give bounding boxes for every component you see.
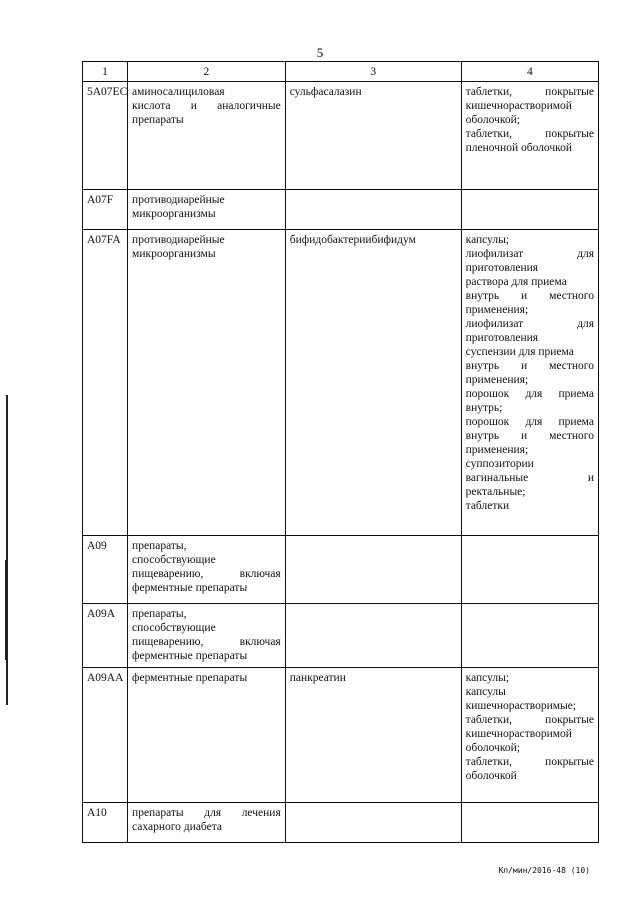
group-name-line: препараты, <box>132 608 187 620</box>
group-name-line: препараты <box>132 114 184 126</box>
dosage-form-line: применения; <box>465 444 529 456</box>
drug-name-cell <box>285 190 461 230</box>
group-name-line: способствующие <box>132 622 216 634</box>
dosage-form-line: вагинальные и <box>465 472 594 484</box>
drug-name-cell: сульфасалазин <box>285 82 461 190</box>
dosage-form-line: капсулы; <box>465 672 510 684</box>
dosage-form-line: применения; <box>465 374 529 386</box>
atc-code-cell: A09AA <box>83 668 128 803</box>
dosage-form-line: внутрь и местного <box>465 290 594 302</box>
dosage-form-line: лиофилизат для <box>465 248 594 260</box>
atc-code-cell: A07F <box>83 190 128 230</box>
table-row <box>83 803 599 843</box>
dosage-form-cell <box>461 82 598 190</box>
dosage-form-line: пленочной оболочкой <box>465 142 573 154</box>
group-name-cell <box>128 668 286 803</box>
group-name-line: способствующие <box>132 554 216 566</box>
table-row <box>83 190 599 230</box>
dosage-form-line: суспензии для приема <box>465 346 574 358</box>
drug-name-cell <box>285 604 461 668</box>
document-footer-code: Кл/мин/2016-48 (10) <box>498 866 590 875</box>
dosage-form-line: капсулы <box>465 686 506 698</box>
dosage-form-line: таблетки, покрытые <box>465 86 594 98</box>
drug-name-cell <box>285 536 461 604</box>
page-number: 5 <box>316 45 324 60</box>
group-name-line: препараты для лечения <box>132 807 281 819</box>
dosage-form-line: оболочкой <box>465 770 517 782</box>
table-row <box>83 604 599 668</box>
dosage-form-line: суппозитории <box>465 458 534 470</box>
header-col-3: 3 <box>285 62 461 82</box>
group-name-cell <box>128 536 286 604</box>
dosage-form-line: кишечнорастворимые; <box>465 700 577 712</box>
drug-name-cell: бифидобактериибифидум <box>285 230 461 536</box>
drug-name-cell <box>285 803 461 843</box>
drug-table <box>82 61 599 843</box>
atc-code-cell: A09A <box>83 604 128 668</box>
dosage-form-line: приготовления <box>465 262 539 274</box>
group-name-line: противодиарейные <box>132 194 225 206</box>
scan-artifact-line-thick <box>5 560 8 660</box>
atc-code-cell: A07FA <box>83 230 128 536</box>
dosage-form-line: внутрь и местного <box>465 430 594 442</box>
table-row <box>83 82 599 190</box>
group-name-line: микроорганизмы <box>132 248 216 260</box>
dosage-form-cell <box>461 536 598 604</box>
group-name-line: противодиарейные <box>132 234 225 246</box>
dosage-form-line: таблетки, покрытые <box>465 128 594 140</box>
dosage-form-cell <box>461 668 598 803</box>
dosage-form-cell <box>461 190 598 230</box>
group-name-cell <box>128 82 286 190</box>
dosage-form-line: оболочкой; <box>465 114 520 126</box>
dosage-form-line: применения; <box>465 304 529 316</box>
header-col-2: 2 <box>128 62 286 82</box>
group-name-line: ферментные препараты <box>132 582 248 594</box>
table-body <box>83 82 599 843</box>
atc-code-cell: A09 <box>83 536 128 604</box>
dosage-form-line: оболочкой; <box>465 742 520 754</box>
dosage-form-line: таблетки <box>465 500 510 512</box>
header-col-4: 4 <box>461 62 598 82</box>
header-col-1: 1 <box>83 62 128 82</box>
dosage-form-cell <box>461 604 598 668</box>
group-name-line: ферментные препараты <box>132 672 248 684</box>
table-row <box>83 536 599 604</box>
group-name-line: препараты, <box>132 540 187 552</box>
dosage-form-line: кишечнорастворимой <box>465 100 572 112</box>
dosage-form-line: внутрь; <box>465 402 503 414</box>
group-name-line: пищеварению, включая <box>132 636 281 648</box>
dosage-form-line: капсулы; <box>465 234 510 246</box>
group-name-cell <box>128 230 286 536</box>
atc-code-cell: A10 <box>83 803 128 843</box>
dosage-form-line: порошок для приема <box>465 388 594 400</box>
group-name-line: аминосалициловая <box>132 86 225 98</box>
dosage-form-cell <box>461 803 598 843</box>
dosage-form-line: таблетки, покрытые <box>465 756 594 768</box>
dosage-form-line: приготовления <box>465 332 539 344</box>
dosage-form-line: внутрь и местного <box>465 360 594 372</box>
table-row <box>83 668 599 803</box>
group-name-line: сахарного диабета <box>132 821 222 833</box>
group-name-cell <box>128 190 286 230</box>
drug-name-cell: панкреатин <box>285 668 461 803</box>
group-name-line: микроорганизмы <box>132 208 216 220</box>
dosage-form-line: кишечнорастворимой <box>465 728 572 740</box>
table-header-row <box>83 62 599 82</box>
table-row <box>83 230 599 536</box>
dosage-form-line: лиофилизат для <box>465 318 594 330</box>
dosage-form-line: таблетки, покрытые <box>465 714 594 726</box>
group-name-cell <box>128 803 286 843</box>
dosage-form-cell <box>461 230 598 536</box>
group-name-line: пищеварению, включая <box>132 568 281 580</box>
dosage-form-line: раствора для приема <box>465 276 567 288</box>
group-name-line: ферментные препараты <box>132 650 248 662</box>
dosage-form-line: порошок для приема <box>465 416 594 428</box>
atc-code-cell: 5A07EC <box>83 82 128 190</box>
group-name-cell <box>128 604 286 668</box>
group-name-line: кислота и аналогичные <box>132 100 281 112</box>
dosage-form-line: ректальные; <box>465 486 526 498</box>
